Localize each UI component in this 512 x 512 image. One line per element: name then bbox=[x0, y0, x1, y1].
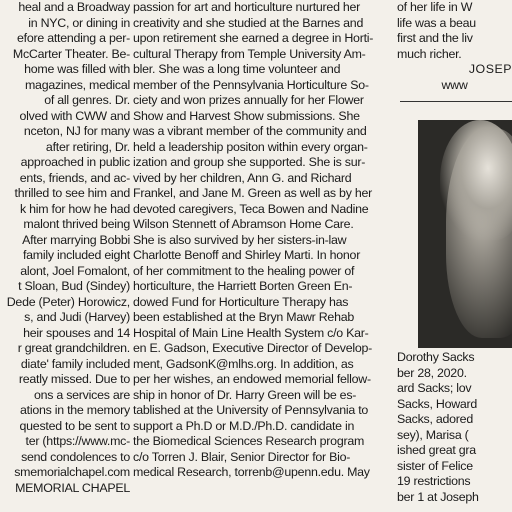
text-line: medical Research, torrenb@upenn.edu. May bbox=[133, 465, 370, 479]
text-line: cultural Therapy from Temple University Am- bbox=[133, 46, 366, 61]
text-line: of all genres. Dr. bbox=[44, 93, 130, 107]
text-line: smemorialchapel.com bbox=[14, 465, 130, 479]
text-line: ter (https://www.mc- bbox=[25, 434, 130, 448]
text-line: ons a services are bbox=[33, 387, 130, 402]
text-line: per her wishes, an endowed memorial fellow- bbox=[133, 372, 371, 386]
text-line: Hospital of Main Line Health System c/o Kar- bbox=[133, 325, 369, 340]
text-line: upon retirement she earned a degree in Horti- bbox=[133, 31, 374, 45]
text-line: ard Sacks; lov bbox=[397, 381, 472, 395]
text-line: family included eight bbox=[22, 248, 130, 262]
text-line: first and the liv bbox=[397, 31, 473, 45]
text-line: send condolences to bbox=[21, 449, 130, 464]
text-line: Dede (Peter) Horowicz, bbox=[6, 294, 130, 309]
text-line: en E. Gadson, Executive Director of Develop- bbox=[133, 341, 372, 355]
text-line: nceton, NJ for many bbox=[23, 124, 130, 138]
text-line: efore attending a per- bbox=[17, 31, 130, 45]
text-line: diate' family included bbox=[20, 356, 130, 371]
text-line: after retiring, Dr. bbox=[45, 139, 130, 154]
text-line: quested to be sent to bbox=[19, 418, 130, 433]
obituary-portrait-photo bbox=[418, 120, 512, 348]
text-line: heir spouses and 14 bbox=[23, 325, 130, 340]
text-line: olved with CWW and bbox=[19, 108, 130, 123]
text-line: ished great gra bbox=[397, 443, 476, 457]
text-line: been established at the Bryn Mawr Rehab bbox=[133, 310, 354, 324]
text-line: member of the Pennsylvania Horticulture So- bbox=[133, 77, 369, 92]
text-line: She is also survived by her sisters-in-law bbox=[133, 232, 347, 247]
text-line: reatly missed. Due to bbox=[18, 372, 130, 386]
text-line: dowed Fund for Horticulture Therapy has bbox=[133, 294, 349, 309]
text-line: life was a beau bbox=[397, 15, 476, 30]
text-line: horticulture, the Harriett Borten Green En- bbox=[133, 279, 353, 293]
text-line: of her commitment to the healing power of bbox=[133, 263, 355, 278]
text-line: t Sloan, Bud (Sindey) bbox=[18, 279, 130, 293]
text-line: Dorothy Sacks bbox=[397, 350, 475, 364]
text-line: alont, Joel Fomalont, bbox=[20, 263, 130, 278]
text-line: malont thrived being bbox=[23, 217, 130, 231]
text-line: held a leadership positon within every organ- bbox=[133, 139, 368, 154]
text-line: s, and Judi (Harvey) bbox=[24, 310, 130, 324]
text-line: ber 28, 2020. bbox=[397, 365, 467, 380]
text-line: approached in public bbox=[20, 155, 130, 169]
text-line: much richer. bbox=[397, 46, 462, 61]
text-line: thrilled to see him and bbox=[14, 186, 130, 200]
text-line: Wilson Stennett of Abramson Home Care. bbox=[133, 217, 354, 231]
chapel-website: www bbox=[441, 77, 468, 92]
text-line: After marrying Bobbi bbox=[22, 232, 130, 247]
text-line: ations in the memory bbox=[19, 403, 130, 417]
column-divider-rule bbox=[400, 101, 512, 102]
text-line: r great grandchildren. bbox=[17, 341, 130, 355]
text-line: the Biomedical Sciences Research program bbox=[133, 434, 365, 448]
obituary-column-middle bbox=[133, 0, 391, 512]
text-line: in NYC, or dining in bbox=[28, 15, 130, 30]
text-line: sey), Marisa ( bbox=[397, 427, 469, 442]
text-line: Sacks, Howard bbox=[397, 396, 478, 411]
text-line: ship in honor of Dr. Harry Green will be es- bbox=[133, 387, 357, 402]
text-line: home was filled with bbox=[24, 62, 130, 76]
text-line: ment, GadsonK@mlhs.org. In addition, as bbox=[133, 356, 354, 371]
text-line: ciety and won prizes annually for her Flower bbox=[133, 93, 364, 107]
text-line: passion for art and horticulture nurtured her bbox=[133, 0, 361, 14]
obituary-column-right-bottom bbox=[397, 350, 512, 512]
text-line: magazines, medical bbox=[24, 77, 130, 92]
chapel-signature: JOSEP bbox=[468, 62, 512, 76]
text-line: ber 1 at Joseph bbox=[397, 489, 479, 504]
text-line: Show and Harvest Show submissions. She bbox=[133, 108, 360, 123]
text-line: Charlotte Benoff and Shirley Marti. In honor bbox=[133, 248, 361, 262]
text-line: vived by her children, Ann G. and Richard bbox=[133, 170, 352, 185]
text-line: sister of Felice bbox=[397, 458, 473, 473]
text-line: MEMORIAL CHAPEL bbox=[15, 480, 130, 495]
text-line: creativity and she studied at the Barnes and bbox=[133, 15, 364, 30]
text-line: was a vibrant member of the community and bbox=[133, 124, 367, 138]
text-line: heal and a Broadway bbox=[18, 0, 130, 14]
text-line: bler. She was a long time volunteer and bbox=[133, 62, 341, 76]
text-line: Sacks, adored bbox=[397, 412, 473, 426]
text-line: devoted caregivers, Teca Bowen and Nadine bbox=[133, 201, 369, 216]
text-line: c/o Torren J. Blair, Senior Director for Bio- bbox=[133, 449, 351, 464]
text-line: 19 restrictions bbox=[397, 474, 471, 488]
text-line: support a Ph.D or M.D./Ph.D. candidate in bbox=[133, 418, 355, 433]
text-line: ents, friends, and ac- bbox=[19, 170, 130, 185]
text-line: McCarter Theater. Be- bbox=[12, 46, 130, 61]
text-line: tablished at the University of Pennsylvania to bbox=[133, 403, 369, 417]
text-line: ization and group she supported. She is sur- bbox=[133, 155, 366, 169]
obituary-column-left bbox=[0, 0, 130, 512]
text-line: of her life in W bbox=[397, 0, 473, 14]
text-line: Frankel, and Jane M. Green as well as by her bbox=[133, 186, 372, 200]
text-line: k him for how he had bbox=[19, 201, 130, 216]
